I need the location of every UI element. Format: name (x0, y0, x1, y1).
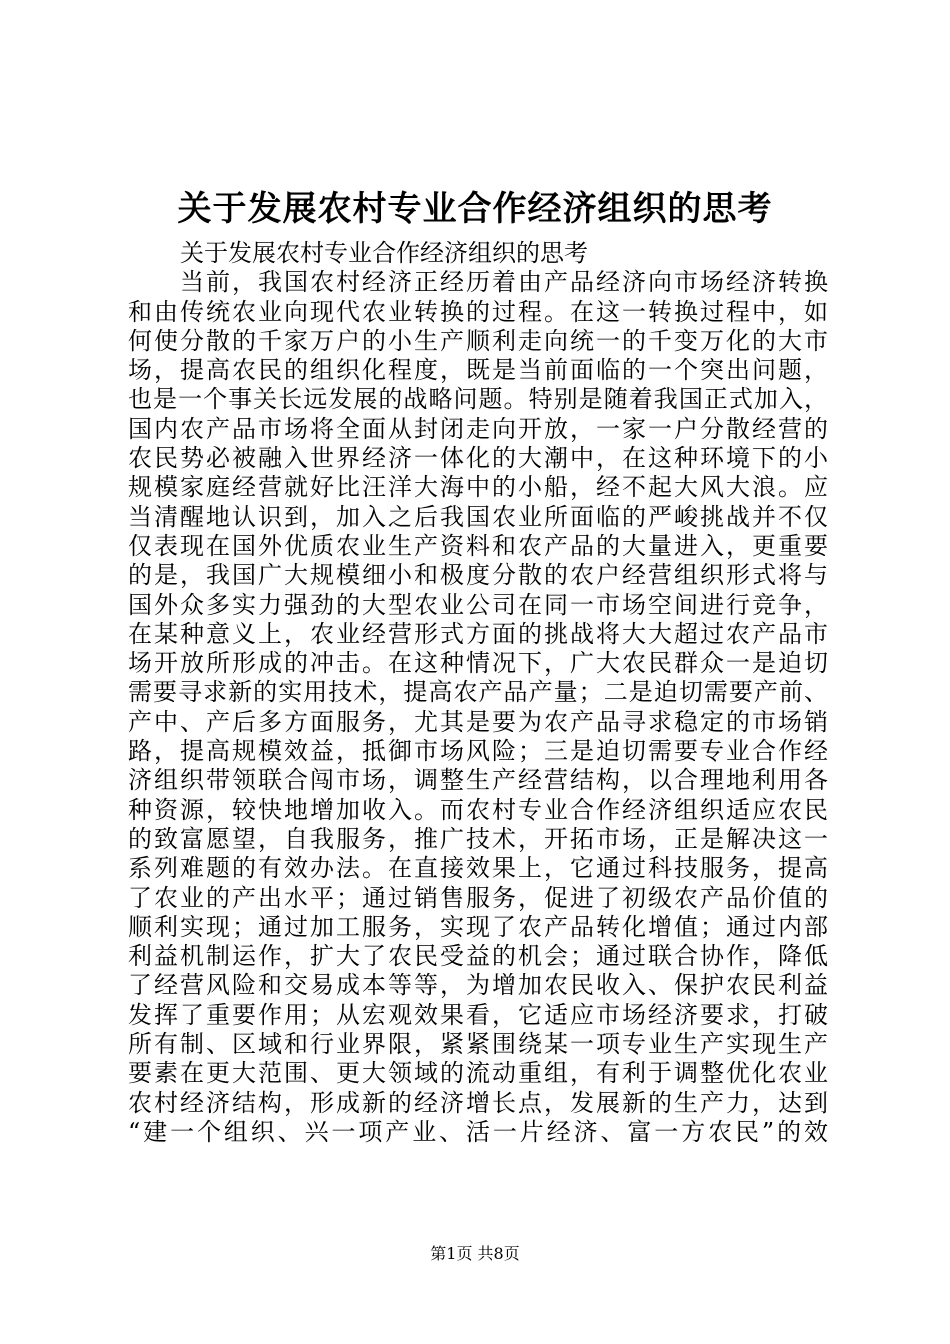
text-line: 发挥了重要作用；从宏观效果看，它适应市场经济要求，打破 (128, 1000, 828, 1029)
text-line: 所有制、区域和行业界限，紧紧围绕某一项专业生产实现生产 (128, 1030, 828, 1059)
text-line: 农民势必被融入世界经济一体化的大潮中，在这种环境下的小 (128, 444, 828, 473)
text-line: 场，提高农民的组织化程度，既是当前面临的一个突出问题， (128, 356, 828, 385)
text-line: 要素在更大范围、更大领域的流动重组，有利于调整优化农业 (128, 1059, 828, 1088)
text-line: 场开放所形成的冲击。在这种情况下，广大农民群众一是迫切 (128, 649, 828, 678)
text-line: “建一个组织、兴一项产业、活一片经济、富一方农民”的效 (128, 1117, 828, 1146)
text-line: 何使分散的千家万户的小生产顺利走向统一的千变万化的大市 (128, 326, 828, 355)
text-line: 了经营风险和交易成本等等，为增加农民收入、保护农民利益 (128, 971, 828, 1000)
text-line: 济组织带领联合闯市场，调整生产经营结构，以合理地利用各 (128, 766, 828, 795)
text-line: 了农业的产出水平；通过销售服务，促进了初级农产品价值的 (128, 883, 828, 912)
text-line: 也是一个事关长远发展的战略问题。特别是随着我国正式加入， (128, 385, 828, 414)
text-line: 在某种意义上，农业经营形式方面的挑战将大大超过农产品市 (128, 619, 828, 648)
subtitle-line: 关于发展农村专业合作经济组织的思考 (180, 239, 588, 267)
document-body (128, 239, 828, 1147)
text-line: 的是，我国广大规模细小和极度分散的农户经营组织形式将与 (128, 561, 828, 590)
text-line: 系列难题的有效办法。在直接效果上，它通过科技服务，提高 (128, 854, 828, 883)
text-line: 的致富愿望，自我服务，推广技术，开拓市场，正是解决这一 (128, 824, 828, 853)
text-line: 利益机制运作，扩大了农民受益的机会；通过联合协作，降低 (128, 942, 828, 971)
text-line: 国内农产品市场将全面从封闭走向开放，一家一户分散经营的 (128, 414, 828, 443)
text-line: 路，提高规模效益，抵御市场风险；三是迫切需要专业合作经 (128, 737, 828, 766)
page-number-footer: 第1页 共8页 (430, 1244, 520, 1263)
text-line: 农村经济结构，形成新的经济增长点，发展新的生产力，达到 (128, 1088, 828, 1117)
text-line: 需要寻求新的实用技术，提高农产品产量；二是迫切需要产前、 (128, 678, 828, 707)
text-line: 仅表现在国外优质农业生产资料和农产品的大量进入，更重要 (128, 531, 828, 560)
text-line: 顺利实现；通过加工服务，实现了农产品转化增值；通过内部 (128, 912, 828, 941)
text-line: 国外众多实力强劲的大型农业公司在同一市场空间进行竞争， (128, 590, 828, 619)
text-line: 种资源，较快地增加收入。而农村专业合作经济组织适应农民 (128, 795, 828, 824)
text-line: 当清醒地认识到，加入之后我国农业所面临的严峻挑战并不仅 (128, 502, 828, 531)
text-line: 规模家庭经营就好比汪洋大海中的小船，经不起大风大浪。应 (128, 473, 828, 502)
text-line: 产中、产后多方面服务，尤其是要为农产品寻求稳定的市场销 (128, 707, 828, 736)
document-title: 关于发展农村专业合作经济组织的思考 (177, 189, 773, 229)
text-line: 当前，我国农村经济正经历着由产品经济向市场经济转换 (180, 268, 828, 297)
text-line: 和由传统农业向现代农业转换的过程。在这一转换过程中，如 (128, 297, 828, 326)
